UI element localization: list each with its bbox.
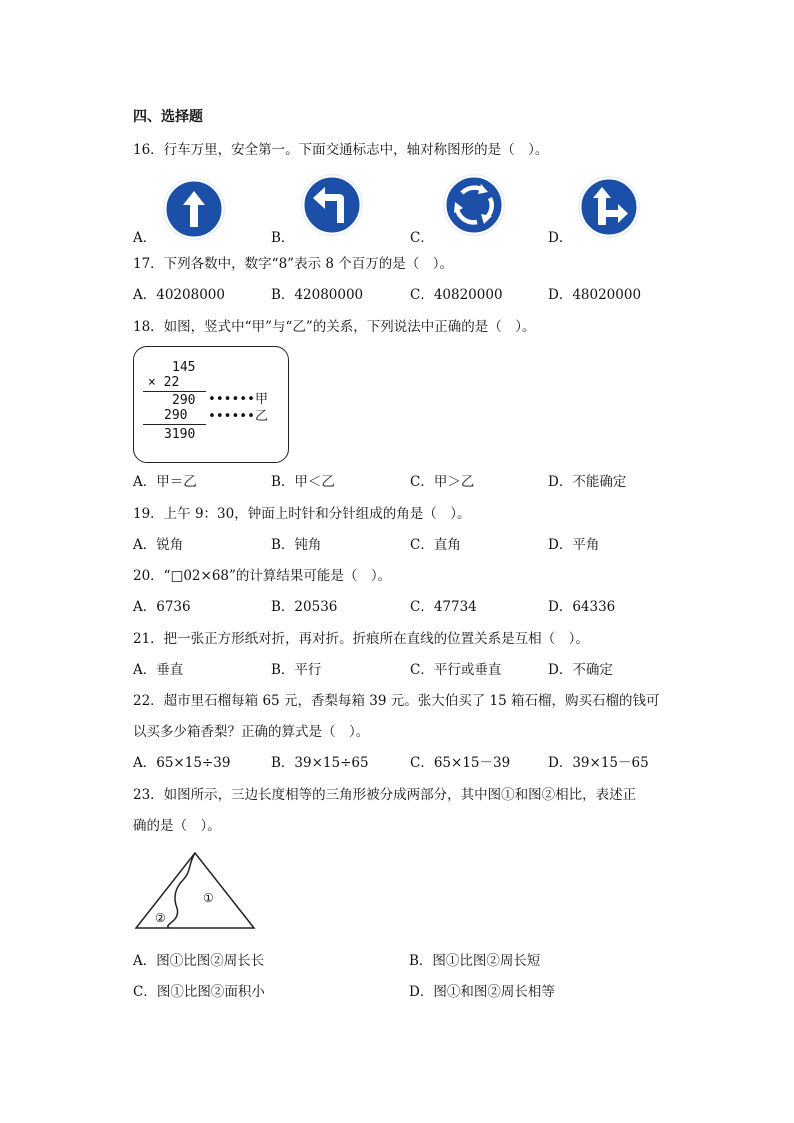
straight-arrow-icon[interactable] bbox=[161, 176, 227, 242]
question-16-option-c[interactable]: C． bbox=[410, 230, 434, 246]
question-20-stem: 20．“□02×68”的计算结果可能是（ ）。 bbox=[133, 568, 392, 584]
rule-line-1 bbox=[143, 391, 206, 392]
partial-product-2: 290 bbox=[164, 408, 188, 423]
triangle-label-2: ② bbox=[155, 911, 166, 925]
question-20-option-d[interactable]: D．64336 bbox=[548, 599, 616, 615]
straight-or-right-arrow-icon[interactable] bbox=[576, 174, 642, 240]
question-18-stem: 18．如图，竖式中“甲”与“乙”的关系，下列说法中正确的是（ ）。 bbox=[133, 319, 536, 335]
triangle-label-1: ① bbox=[203, 891, 214, 905]
rule-line-2 bbox=[143, 424, 206, 425]
question-22-stem-line2: 以买多少箱香梨？正确的算式是（ ）。 bbox=[133, 724, 370, 740]
question-19-option-d[interactable]: D．平角 bbox=[548, 537, 600, 553]
question-21-option-b[interactable]: B．平行 bbox=[271, 662, 322, 678]
question-22-option-b[interactable]: B．39×15÷65 bbox=[271, 755, 369, 771]
question-23-stem-line2: 确的是（ ）。 bbox=[133, 818, 221, 834]
question-19-option-c[interactable]: C．直角 bbox=[410, 537, 461, 553]
question-22-stem-line1: 22．超市里石榴每箱 65 元，香梨每箱 39 元。张大伯买了 15 箱石榴，购买石榴的钱可 bbox=[133, 693, 660, 709]
question-16-option-a[interactable]: A． bbox=[133, 230, 157, 246]
question-23-option-c[interactable]: C．图①比图②面积小 bbox=[133, 984, 265, 1000]
question-22-option-c[interactable]: C．65×15－39 bbox=[410, 755, 511, 771]
question-21-option-a[interactable]: A．垂直 bbox=[133, 662, 184, 678]
question-20-option-c[interactable]: C．47734 bbox=[410, 599, 477, 615]
question-16-option-b[interactable]: B． bbox=[271, 230, 295, 246]
question-18-option-d[interactable]: D．不能确定 bbox=[548, 474, 627, 490]
question-23-option-d[interactable]: D．图①和图②周长相等 bbox=[409, 984, 555, 1000]
question-16-stem: 16．行车万里，安全第一。下面交通标志中，轴对称图形的是（ ）。 bbox=[133, 142, 549, 158]
question-23-option-a[interactable]: A．图①比图②周长长 bbox=[133, 953, 265, 969]
question-22-option-d[interactable]: D．39×15－65 bbox=[548, 755, 649, 771]
question-20-option-b[interactable]: B．20536 bbox=[271, 599, 338, 615]
question-19-option-b[interactable]: B．钝角 bbox=[271, 537, 322, 553]
question-16-option-d[interactable]: D． bbox=[548, 230, 573, 246]
question-17-stem: 17．下列各数中，数字“8”表示 8 个百万的是（ ）。 bbox=[133, 256, 453, 272]
triangle-figure bbox=[133, 850, 257, 932]
multiplicand: 145 bbox=[172, 360, 196, 375]
question-17-option-d[interactable]: D．48020000 bbox=[548, 287, 642, 303]
question-21-option-d[interactable]: D．不确定 bbox=[548, 662, 613, 678]
partial-product-1: 290 bbox=[172, 393, 196, 408]
multiplier: × 22 bbox=[148, 375, 180, 390]
question-18-option-b[interactable]: B．甲＜乙 bbox=[271, 474, 335, 490]
question-17-option-c[interactable]: C．40820000 bbox=[410, 287, 503, 303]
question-17-option-a[interactable]: A．40208000 bbox=[133, 287, 225, 303]
question-18-option-c[interactable]: C．甲＞乙 bbox=[410, 474, 475, 490]
question-21-option-c[interactable]: C．平行或垂直 bbox=[410, 662, 502, 678]
roundabout-icon[interactable] bbox=[441, 172, 507, 238]
question-23-option-b[interactable]: B．图①比图②周长短 bbox=[409, 953, 541, 969]
question-17-option-b[interactable]: B．42080000 bbox=[271, 287, 364, 303]
question-22-option-a[interactable]: A．65×15÷39 bbox=[133, 755, 231, 771]
question-18-option-a[interactable]: A．甲＝乙 bbox=[133, 474, 197, 490]
question-20-option-a[interactable]: A．6736 bbox=[133, 599, 191, 615]
final-product: 3190 bbox=[164, 427, 196, 442]
label-yi: ••••••乙 bbox=[208, 409, 268, 424]
question-21-stem: 21．把一张正方形纸对折，再对折。折痕所在直线的位置关系是互相（ ）。 bbox=[133, 631, 589, 647]
section-heading: 四、选择题 bbox=[133, 109, 203, 125]
question-19-stem: 19．上午 9：30，钟面上时针和分针组成的角是（ ）。 bbox=[133, 506, 471, 522]
question-19-option-a[interactable]: A．锐角 bbox=[133, 537, 184, 553]
label-jia: ••••••甲 bbox=[208, 392, 268, 407]
turn-left-arrow-icon[interactable] bbox=[299, 172, 365, 238]
question-23-stem-line1: 23．如图所示，三边长度相等的三角形被分成两部分，其中图①和图②相比，表述正 bbox=[133, 787, 637, 803]
